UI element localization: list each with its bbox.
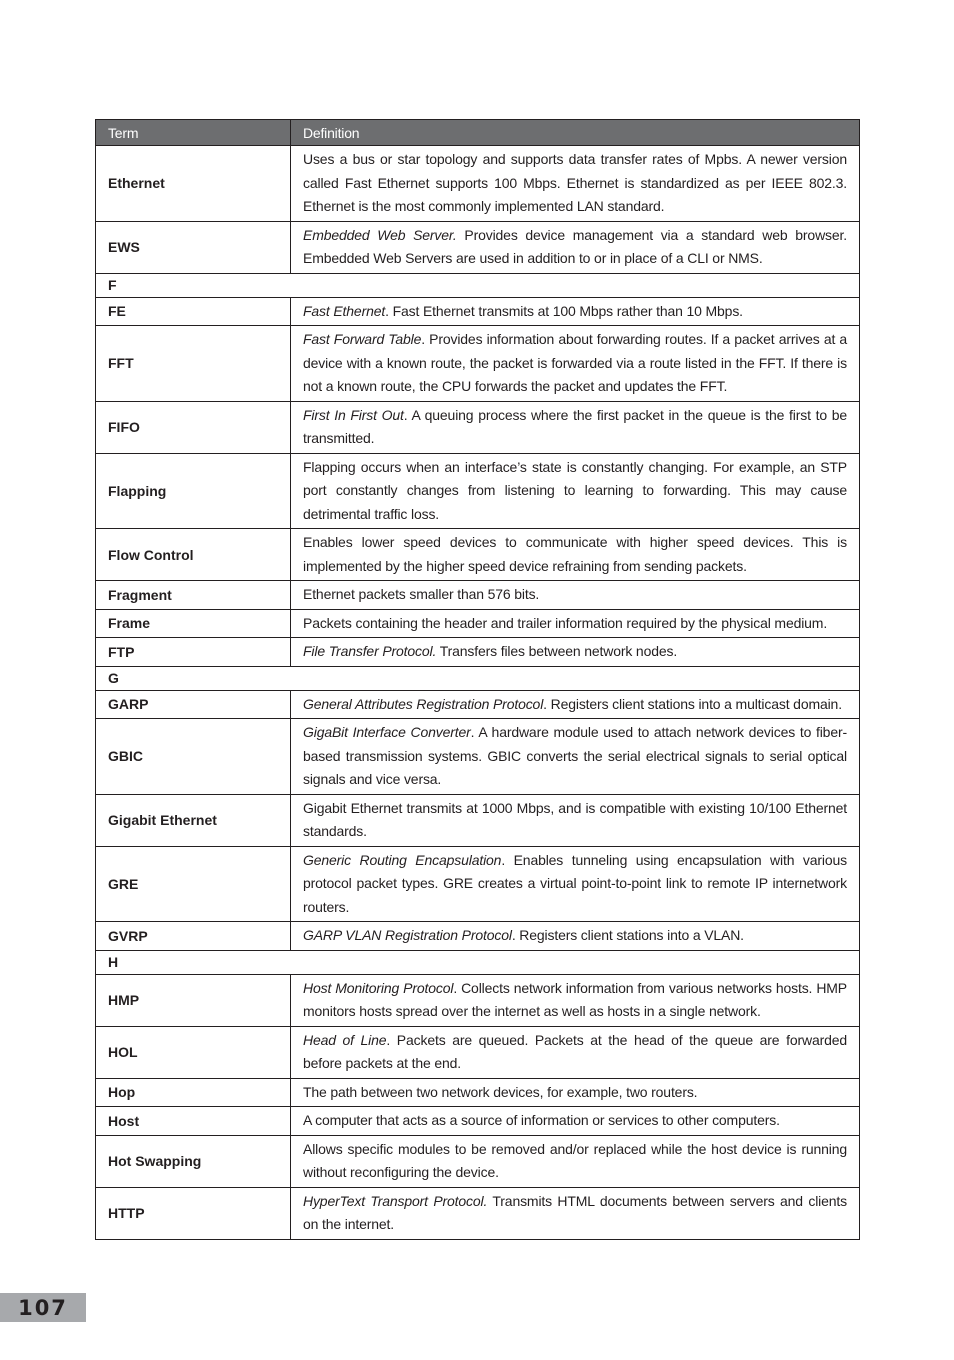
term-cell: Hot Swapping (96, 1135, 291, 1187)
definition-cell (291, 581, 860, 610)
definition-text: Provides device management via a standard web browser. Embedded Web Servers are used in addition to or in place of a CLI or NMS. (303, 226, 847, 266)
page-number: 107 (0, 1293, 86, 1322)
table-row (96, 794, 860, 846)
definition-cell (291, 401, 860, 453)
table-row (96, 1135, 860, 1187)
section-letter: H (96, 950, 860, 974)
abbreviation-expansion: File Transfer Protocol. (303, 643, 437, 659)
term-column-header: Term (96, 120, 291, 146)
table-row (96, 1078, 860, 1107)
table-row (96, 326, 860, 402)
definition-text: . A queuing process where the first packet in the queue is the first to be transmitted. (303, 406, 847, 446)
table-row (96, 1026, 860, 1078)
table-row (96, 719, 860, 795)
term-cell: HTTP (96, 1187, 291, 1239)
definition-text: Packets containing the header and trailer information required by the physical medium. (303, 614, 828, 631)
definition-text: Allows specific modules to be removed and/or replaced while the host device is running without reconfiguring the device. (303, 1140, 847, 1180)
abbreviation-expansion: Fast Forward Table (303, 331, 422, 347)
table-row (96, 146, 860, 222)
definition-cell (291, 794, 860, 846)
term-cell: GVRP (96, 922, 291, 951)
definition-cell (291, 846, 860, 922)
section-row (96, 950, 860, 974)
definition-text: . Registers client stations into a multicast domain. (543, 695, 842, 712)
abbreviation-expansion: Embedded Web Server. (303, 226, 457, 243)
term-cell: HOL (96, 1026, 291, 1078)
term-cell: FE (96, 297, 291, 326)
table-row (96, 401, 860, 453)
table-row (96, 529, 860, 581)
definition-text: Transmits HTML documents between servers and clients on the internet. (303, 1192, 847, 1232)
definition-cell (291, 1107, 860, 1136)
term-cell: Hop (96, 1078, 291, 1107)
table-header-row (96, 120, 860, 146)
table-row (96, 453, 860, 529)
definition-cell (291, 146, 860, 222)
term-cell: GRE (96, 846, 291, 922)
abbreviation-expansion: Generic Routing Encapsulation (303, 851, 502, 868)
table-row (96, 690, 860, 719)
term-cell: GBIC (96, 719, 291, 795)
abbreviation-expansion: Head of Line (303, 1031, 387, 1048)
definition-cell (291, 719, 860, 795)
definition-text: . Packets are queued. Packets at the head of the queue are forwarded before packets at the end. (303, 1031, 847, 1071)
section-row (96, 666, 860, 690)
definition-text: . Collects network information from various networks hosts. HMP monitors hosts spread over the internet as well as hosts in a single network. (303, 979, 847, 1019)
term-cell: Host (96, 1107, 291, 1136)
table-row (96, 638, 860, 667)
definition-text: Flapping occurs when an interface’s state is constantly changing. For example, an STP port constantly changes from listening to learning to forwarding. This may cause detrimental traffic loss. (303, 458, 847, 522)
term-cell: Fragment (96, 581, 291, 610)
definition-cell (291, 638, 860, 667)
table-row (96, 609, 860, 638)
abbreviation-expansion: Host Monitoring Protocol (303, 979, 454, 996)
section-letter: G (96, 666, 860, 690)
abbreviation-expansion: First In First Out (303, 406, 404, 423)
table-row (96, 974, 860, 1026)
term-cell: FFT (96, 326, 291, 402)
definition-cell (291, 922, 860, 951)
definition-text: A computer that acts as a source of information or services to other computers. (303, 1112, 780, 1128)
definition-text: The path between two network devices, for example, two routers. (303, 1083, 698, 1100)
definition-text: Ethernet packets smaller than 576 bits. (303, 586, 540, 602)
section-letter: F (96, 273, 860, 297)
definition-text: . Registers client stations into a VLAN. (511, 927, 744, 943)
definition-text: . A hardware module used to attach network devices to fiber-based transmission systems. GBIC converts the serial electrical signals to serial optical signals and vice versa. (303, 724, 847, 787)
definition-cell (291, 1135, 860, 1187)
term-cell: Frame (96, 609, 291, 638)
table-row (96, 922, 860, 951)
term-cell: Flow Control (96, 529, 291, 581)
table-row (96, 1107, 860, 1136)
term-cell: GARP (96, 690, 291, 719)
term-cell: HMP (96, 974, 291, 1026)
term-cell: Flapping (96, 453, 291, 529)
definition-cell (291, 326, 860, 402)
definition-column-header: Definition (291, 120, 860, 146)
section-row (96, 273, 860, 297)
definition-cell (291, 297, 860, 326)
abbreviation-expansion: GigaBit Interface Converter (303, 724, 471, 740)
definition-text: . Provides information about forwarding routes. If a packet arrives at a device with a known route, the packet is forwarded via a route listed in the FFT. If there is not a known route, the CPU forwards the packet and updates the FFT. (303, 331, 847, 394)
abbreviation-expansion: HyperText Transport Protocol. (303, 1192, 488, 1209)
definition-text: Uses a bus or star topology and supports data transfer rates of Mpbs. A newer version called Fast Ethernet supports 100 Mbps. Ethernet is standardized as per IEEE 802.3. Ethernet is the most commonly implemented LAN standard. (303, 151, 847, 214)
glossary-body (96, 146, 860, 1240)
definition-cell (291, 609, 860, 638)
glossary-table (95, 119, 860, 1240)
definition-text: Enables lower speed devices to communicate with higher speed devices. This is implemented by the higher speed device refraining from sending packets. (303, 534, 847, 574)
definition-cell (291, 690, 860, 719)
term-cell: Ethernet (96, 146, 291, 222)
definition-text: Transfers files between network nodes. (436, 643, 678, 659)
table-row (96, 297, 860, 326)
definition-cell (291, 1187, 860, 1239)
definition-cell (291, 221, 860, 273)
definition-cell (291, 529, 860, 581)
term-cell: EWS (96, 221, 291, 273)
definition-cell (291, 1078, 860, 1107)
term-cell: FTP (96, 638, 291, 667)
table-row (96, 1187, 860, 1239)
term-cell: FIFO (96, 401, 291, 453)
table-row (96, 221, 860, 273)
abbreviation-expansion: GARP VLAN Registration Protocol (303, 927, 512, 943)
definition-text: Gigabit Ethernet transmits at 1000 Mbps, and is compatible with existing 10/100 Ethernet standards. (303, 799, 847, 839)
definition-cell (291, 453, 860, 529)
definition-cell (291, 974, 860, 1026)
term-cell: Gigabit Ethernet (96, 794, 291, 846)
definition-text: . Enables tunneling using encapsulation with various protocol packet types. GRE creates a virtual point-to-point link to remote IP internetwork routers. (303, 851, 848, 915)
definition-cell (291, 1026, 860, 1078)
definition-text: . Fast Ethernet transmits at 100 Mbps rather than 10 Mbps. (385, 302, 743, 319)
table-row (96, 581, 860, 610)
abbreviation-expansion: General Attributes Registration Protocol (303, 695, 544, 712)
abbreviation-expansion: Fast Ethernet (303, 302, 386, 319)
table-row (96, 846, 860, 922)
